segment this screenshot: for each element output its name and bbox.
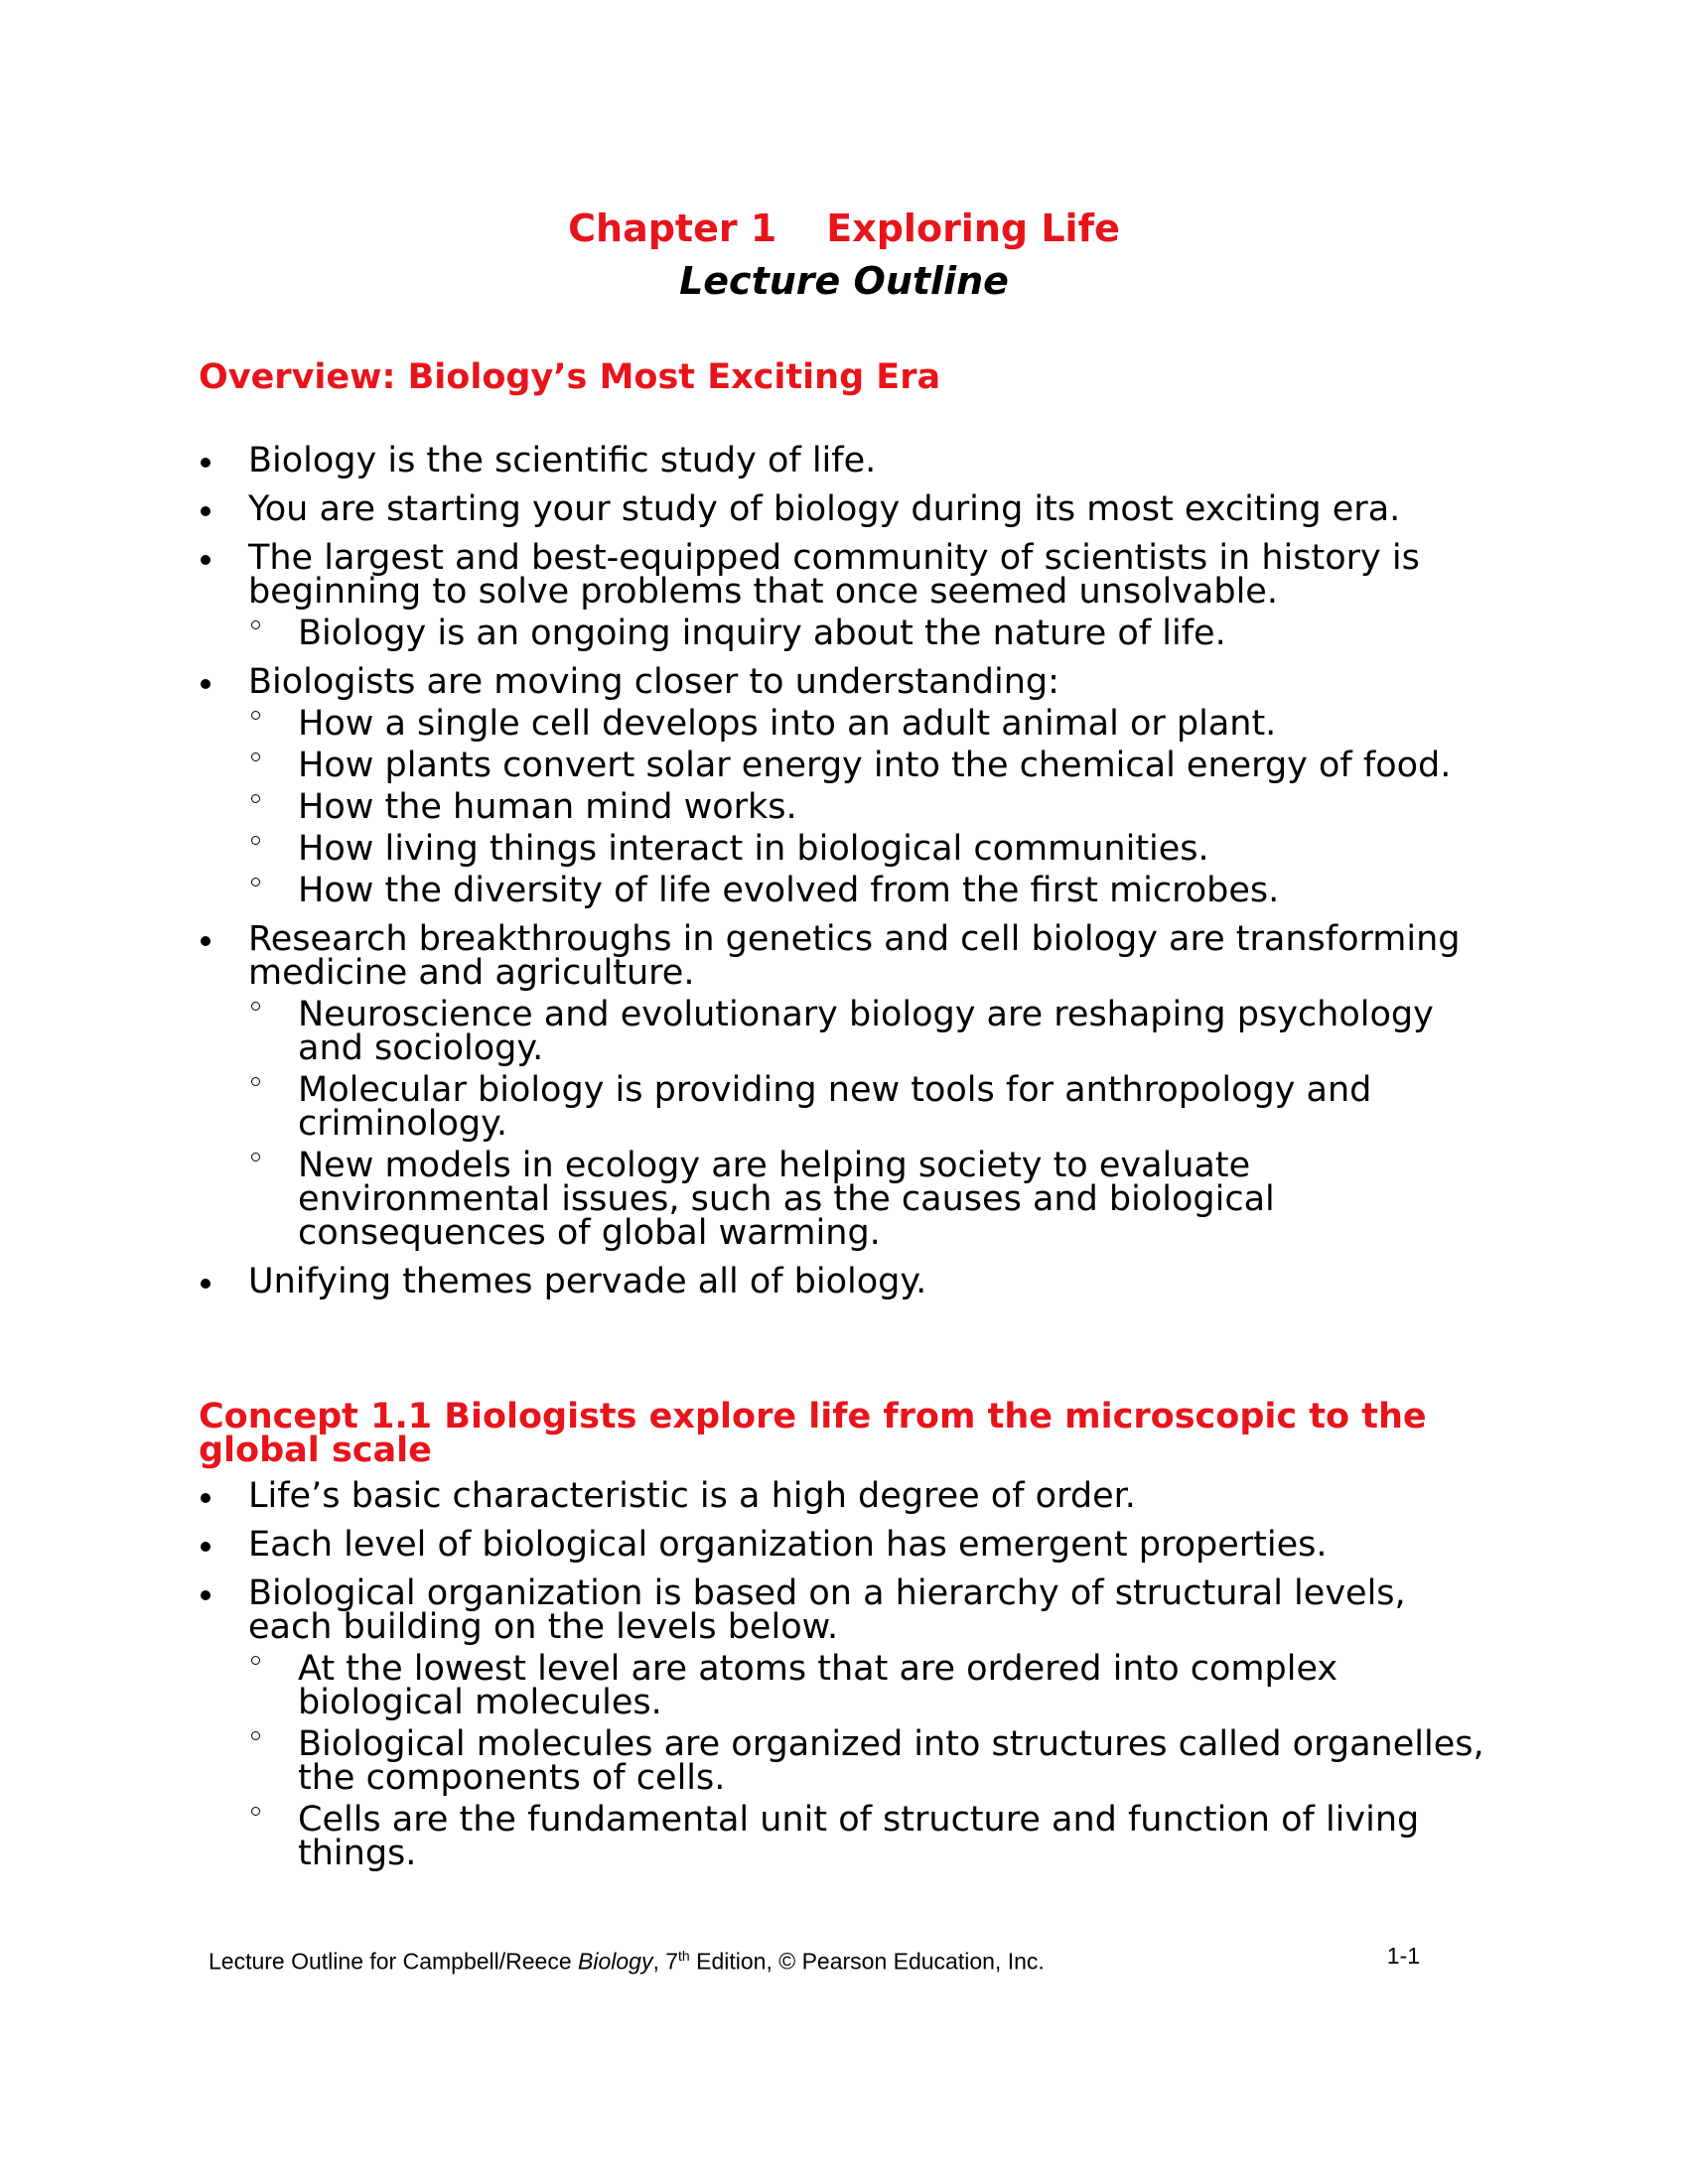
sub-item-text: Neuroscience and evolutionary biology are reshaping psychology and sociology. [298,995,1434,1068]
hollow-bullet-icon [251,751,265,764]
sub-item [0,1724,1489,1798]
sub-item-text: How the human mind works. [298,787,797,827]
footer-prefix: Lecture Outline for Campbell/Reece [209,1948,579,1975]
sub-item-text: How the diversity of life evolved from the first microbes. [298,871,1280,910]
sub-item-text: Molecular biology is providing new tools for anthropology and criminology. [298,1070,1372,1144]
hollow-bullet-icon [251,1151,265,1164]
footer-edition-suffix: th [678,1948,690,1964]
sub-item [0,1649,1489,1722]
sub-item-text: Cells are the fundamental unit of structure and function of living things. [298,1800,1420,1873]
outline-item [0,538,1489,653]
hollow-bullet-icon [251,1000,265,1014]
outline-item [0,1525,1489,1565]
outline-item-text: Life’s basic characteristic is a high degree of order. [248,1476,1136,1516]
page-number: 1-1 [1386,1943,1420,1969]
overview-list [0,441,1688,1313]
outline-item-text: The largest and best-equipped community of scientists in history is beginning to solve problems that once seemed unsolvable. [248,538,1420,612]
outline-item [0,1262,1489,1301]
sub-item [0,787,1489,827]
overview-heading: Overview: Biology’s Most Exciting Era [199,357,941,397]
sub-list [0,995,1489,1253]
sub-item [0,614,1489,653]
concept-heading: Concept 1.1 Biologists explore life from the microscopic to the global scale [199,1397,1427,1470]
footer-book-title: Biology [578,1948,653,1975]
sub-item-text: Biological molecules are organized into structures called organelles, the components of cells. [298,1724,1484,1798]
outline-item [0,441,1489,480]
footer-publisher: Edition, © Pearson Education, Inc. [689,1948,1045,1975]
sub-list [0,704,1489,910]
outline-item-text: Each level of biological organization has emergent properties. [248,1525,1328,1565]
chapter-name: Exploring Life [826,206,1120,250]
sub-item-text: At the lowest level are atoms that are ordered into complex biological molecules. [298,1649,1338,1722]
outline-item [0,662,1489,910]
hollow-bullet-icon [251,618,265,632]
outline-item [0,1476,1489,1516]
sub-item [0,995,1489,1068]
sub-item [0,1146,1489,1253]
hollow-bullet-icon [251,1805,265,1819]
sub-item [0,1070,1489,1144]
hollow-bullet-icon [251,1075,265,1089]
hollow-bullet-icon [251,834,265,848]
outline-item [0,489,1489,529]
outline-item-text: Research breakthroughs in genetics and cell biology are transforming medicine and agriculture. [248,919,1461,993]
outline-item-text: Unifying themes pervade all of biology. [248,1262,927,1301]
sub-item-text: Biology is an ongoing inquiry about the nature of life. [298,614,1226,653]
chapter-title [0,204,1688,253]
hollow-bullet-icon [251,792,265,806]
outline-item [0,1573,1489,1873]
outline-item-text: Biologists are moving closer to understanding: [248,662,1059,702]
chapter-number: Chapter 1 [568,206,777,250]
page-footer [209,1941,1420,1977]
footer-edition: , 7 [652,1948,679,1975]
sub-item [0,704,1489,744]
sub-item-text: How living things interact in biological communities. [298,829,1209,869]
outline-item [0,919,1489,1253]
sub-item-text: How a single cell develops into an adult animal or plant. [298,704,1277,744]
concept-list [0,1476,1688,1885]
lecture-outline-subtitle: Lecture Outline [679,259,1009,303]
hollow-bullet-icon [251,709,265,723]
hollow-bullet-icon [251,1729,265,1743]
outline-item-text: Biology is the scientific study of life. [248,441,877,480]
sub-item [0,746,1489,785]
sub-list [0,1649,1489,1873]
outline-item-text: Biological organization is based on a hierarchy of structural levels, each building on the levels below. [248,1573,1406,1647]
hollow-bullet-icon [251,876,265,889]
sub-item [0,871,1489,910]
sub-list [0,614,1489,653]
hollow-bullet-icon [251,1654,265,1668]
sub-item-text: How plants convert solar energy into the chemical energy of food. [298,746,1452,785]
outline-item-text: You are starting your study of biology during its most exciting era. [248,489,1401,529]
sub-item [0,829,1489,869]
sub-item-text: New models in ecology are helping society to evaluate environmental issues, such as the causes and biological consequences of global warming. [298,1146,1275,1253]
sub-item [0,1800,1489,1873]
